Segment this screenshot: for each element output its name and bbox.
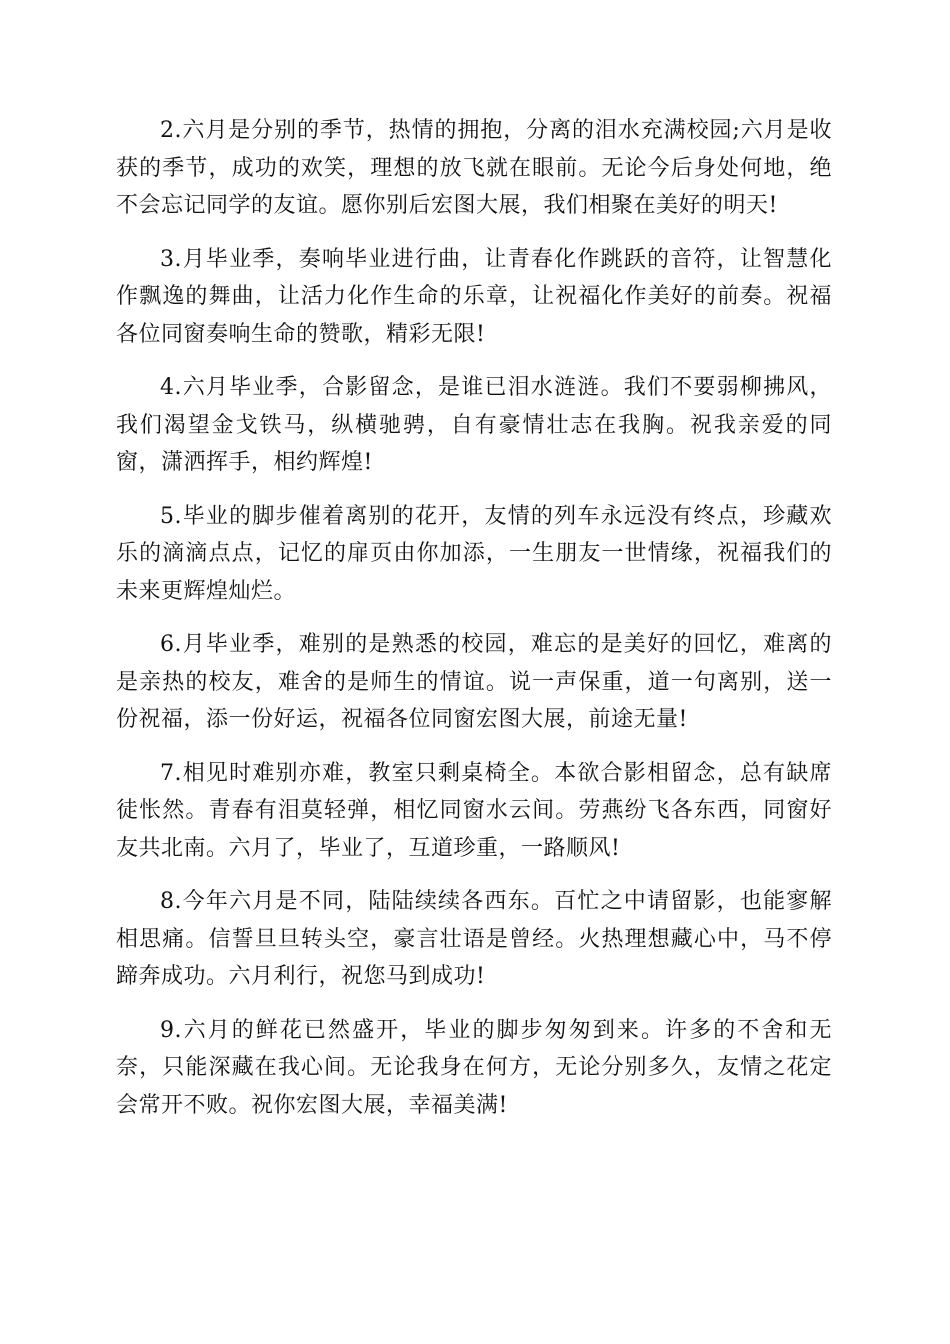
paragraph-6: 6.月毕业季，难别的是熟悉的校园，难忘的是美好的回忆，难离的是亲热的校友，难舍的是师生的情谊。说一声保重，道一句离别，送一份祝福，添一份好运，祝福各位同窗宏图大展，前途无量! (116, 632, 832, 732)
paragraph-7: 7.相见时难别亦难，教室只剩桌椅全。本欲合影相留念，总有缺席徒怅然。青春有泪莫轻弹，相忆同窗水云间。劳燕纷飞各东西，同窗好友共北南。六月了，毕业了，互道珍重，一路顺风! (116, 760, 832, 861)
paragraph-2: 2.六月是分别的季节，热情的拥抱，分离的泪水充满校园;六月是收获的季节，成功的欢笑，理想的放飞就在眼前。无论今后身处何地，绝不会忘记同学的友谊。愿你别后宏图大展，我们相聚在美好的明天! (116, 118, 832, 218)
paragraph-8: 8.今年六月是不同，陆陆续续各西东。百忙之中请留影，也能寥解相思痛。信誓旦旦转头空，豪言壮语是曾经。火热理想藏心中，马不停蹄奔成功。六月利行，祝您马到成功! (116, 889, 832, 989)
document-body (116, 112, 832, 1140)
paragraph-3: 3.月毕业季，奏响毕业进行曲，让青春化作跳跃的音符，让智慧化作飘逸的舞曲，让活力化作生命的乐章，让祝福化作美好的前奏。祝福各位同窗奏响生命的赞歌，精彩无限! (116, 246, 832, 347)
paragraph-9: 9.六月的鲜花已然盛开，毕业的脚步匆匆到来。许多的不舍和无奈，只能深藏在我心间。无论我身在何方，无论分别多久，友情之花定会常开不败。祝你宏图大展，幸福美满! (116, 1017, 832, 1118)
paragraph-5: 5.毕业的脚步催着离别的花开，友情的列车永远没有终点，珍藏欢乐的滴滴点点，记忆的扉页由你加添，一生朋友一世情缘，祝福我们的未来更辉煌灿烂。 (116, 503, 832, 604)
paragraph-4: 4.六月毕业季，合影留念，是谁已泪水涟涟。我们不要弱柳拂风，我们渴望金戈铁马，纵横驰骋，自有豪情壮志在我胸。祝我亲爱的同窗，潇洒挥手，相约辉煌! (116, 375, 832, 475)
